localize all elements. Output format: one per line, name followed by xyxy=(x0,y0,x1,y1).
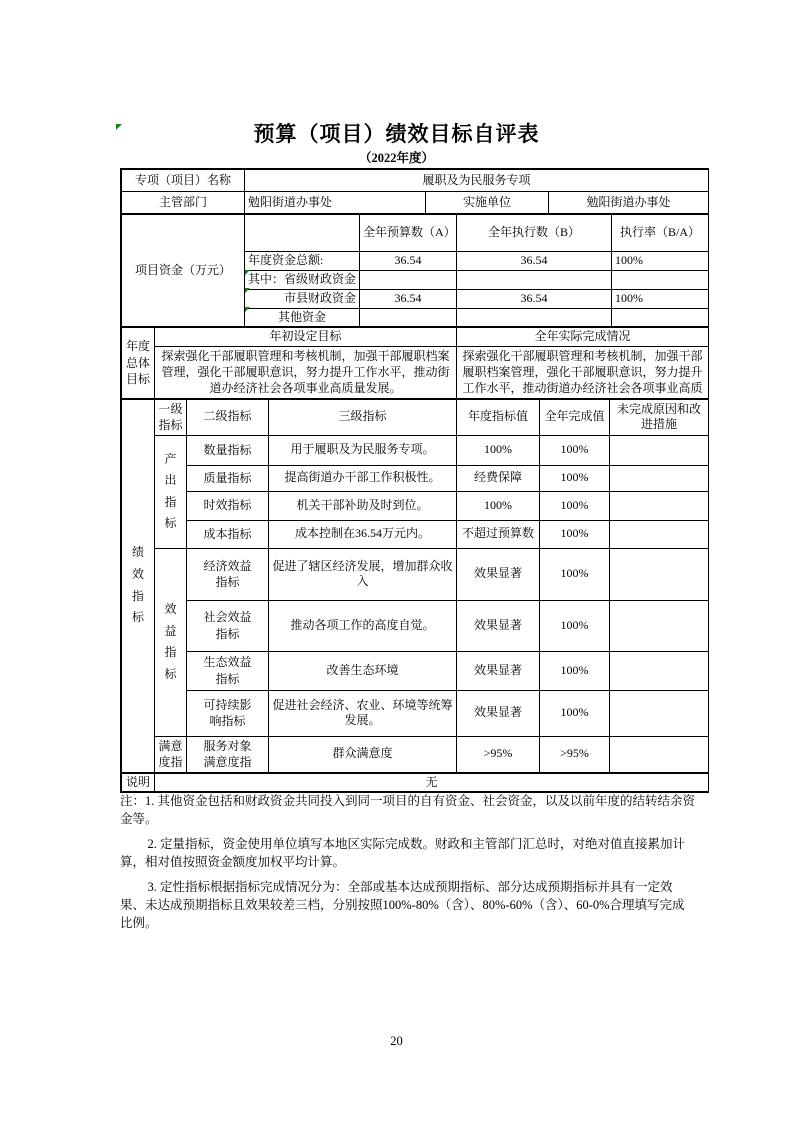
indicator-row xyxy=(122,548,709,600)
level3-cell: 促进了辖区经济发展，增加群众收入 xyxy=(269,548,457,600)
target-cell: >95% xyxy=(457,736,540,772)
funding-rate-value xyxy=(612,308,709,327)
done-cell: >95% xyxy=(540,736,610,772)
funding-rate-value: 100% xyxy=(612,252,709,271)
target-cell: 100% xyxy=(457,435,540,465)
done-cell: 100% xyxy=(540,690,610,736)
done-cell: 100% xyxy=(540,548,610,600)
funding-table xyxy=(121,214,709,327)
indicator-row xyxy=(122,690,709,736)
funding-col-rate: 执行率（B/A） xyxy=(612,215,709,252)
indicator-row xyxy=(122,520,709,548)
reason-cell xyxy=(610,600,709,651)
funding-exec-value xyxy=(457,308,612,327)
reason-cell xyxy=(610,690,709,736)
indicator-row xyxy=(122,736,709,772)
document-subtitle: （2022年度） xyxy=(358,151,434,165)
impl-unit-value: 勉阳街道办事处 xyxy=(549,192,709,214)
level2-cell: 社会效益指标 xyxy=(187,600,269,651)
remark-value: 无 xyxy=(155,773,709,792)
project-name-label: 专项（项目）名称 xyxy=(122,170,245,192)
page-number: 20 xyxy=(390,1034,403,1048)
done-cell: 100% xyxy=(540,491,610,520)
funding-row-label: 年度资金总额: xyxy=(245,252,360,271)
level2-cell: 数量指标 xyxy=(187,435,269,465)
funding-rate-value xyxy=(612,271,709,290)
reason-cell xyxy=(610,465,709,491)
level3-cell: 推动各项工作的高度自觉。 xyxy=(269,600,457,651)
col-unfinished-header: 未完成原因和改进措施 xyxy=(610,399,709,435)
footnotes xyxy=(120,792,696,939)
goal-col-set: 年初设定目标 xyxy=(155,328,457,347)
reason-cell xyxy=(610,435,709,465)
reason-cell xyxy=(610,651,709,690)
funding-row-label: 其中：省级财政资金 xyxy=(245,271,360,290)
level2-cell: 质量指标 xyxy=(187,465,269,491)
level3-cell: 用于履职及为民服务专项。 xyxy=(269,435,457,465)
level3-cell: 群众满意度 xyxy=(269,736,457,772)
table-row xyxy=(122,346,709,398)
indicator-row xyxy=(122,600,709,651)
target-cell: 100% xyxy=(457,491,540,520)
col-done-header: 全年完成值 xyxy=(540,399,610,435)
table-row xyxy=(122,399,709,435)
funding-col-budget: 全年预算数（A） xyxy=(360,215,457,252)
cell-flag-icon xyxy=(245,270,250,275)
funding-row-label: 市县财政资金 xyxy=(245,289,360,308)
funding-row-label: 其他资金 xyxy=(245,308,360,327)
funding-exec-value: 36.54 xyxy=(457,252,612,271)
indicator-section-label-text: 绩效指标 xyxy=(131,545,144,625)
done-cell: 100% xyxy=(540,520,610,548)
annual-goal-section-label-text: 年度总体目标 xyxy=(125,339,150,386)
funding-col-exec: 全年执行数（B） xyxy=(457,215,612,252)
reason-cell xyxy=(610,548,709,600)
table-row xyxy=(122,328,709,347)
target-cell: 效果显著 xyxy=(457,651,540,690)
group-output-label: 产出指标 xyxy=(155,435,187,548)
reason-cell xyxy=(610,520,709,548)
funding-section-label: 项目资金（万元） xyxy=(122,215,245,327)
cell-flag-icon xyxy=(245,288,250,293)
annual-goal-section-label xyxy=(122,328,155,399)
col-level2-header: 二级指标 xyxy=(187,399,269,435)
annual-goal-table xyxy=(121,327,709,399)
level2-cell: 生态效益指标 xyxy=(187,651,269,690)
level3-cell: 机关干部补助及时到位。 xyxy=(269,491,457,520)
indicator-table xyxy=(121,399,709,773)
indicator-row xyxy=(122,435,709,465)
project-info-table xyxy=(121,169,709,214)
level2-cell: 可持续影响指标 xyxy=(187,690,269,736)
level2-cell: 服务对象满意度指 xyxy=(187,736,269,772)
done-cell: 100% xyxy=(540,600,610,651)
indicator-section-label xyxy=(122,399,155,772)
table-row xyxy=(122,215,709,252)
funding-budget-value: 36.54 xyxy=(360,252,457,271)
level2-cell: 经济效益指标 xyxy=(187,548,269,600)
funding-budget-value: 36.54 xyxy=(360,289,457,308)
table-row xyxy=(122,773,709,792)
col-target-header: 年度指标值 xyxy=(457,399,540,435)
target-cell: 经费保障 xyxy=(457,465,540,491)
project-name-value: 履职及为民服务专项 xyxy=(245,170,709,192)
dept-label: 主管部门 xyxy=(122,192,245,214)
target-cell: 效果显著 xyxy=(457,690,540,736)
remark-table xyxy=(121,773,709,793)
target-cell: 效果显著 xyxy=(457,548,540,600)
target-cell: 不超过预算数 xyxy=(457,520,540,548)
level3-cell: 成本控制在36.54万元内。 xyxy=(269,520,457,548)
done-cell: 100% xyxy=(540,651,610,690)
cell-flag-icon xyxy=(245,307,250,312)
goal-actual-text: 探索强化干部履职管理和考核机制，加强干部履职档案管理，强化干部履职意识，努力提升工作水平，推动街道办经济社会各项事业高质 xyxy=(457,346,709,398)
done-cell: 100% xyxy=(540,435,610,465)
level2-cell: 时效指标 xyxy=(187,491,269,520)
table-row xyxy=(122,170,709,192)
group-benefit-label: 效益指标 xyxy=(155,548,187,736)
level3-cell: 提高街道办干部工作积极性。 xyxy=(269,465,457,491)
reason-cell xyxy=(610,736,709,772)
level3-cell: 促进社会经济、农业、环境等统筹发展。 xyxy=(269,690,457,736)
document-title: 预算（项目）绩效目标自评表 xyxy=(253,122,540,146)
impl-unit-label: 实施单位 xyxy=(426,192,549,214)
indicator-row xyxy=(122,651,709,690)
done-cell: 100% xyxy=(540,465,610,491)
level2-cell: 成本指标 xyxy=(187,520,269,548)
funding-exec-value: 36.54 xyxy=(457,289,612,308)
level3-cell: 改善生态环境 xyxy=(269,651,457,690)
funding-budget-value xyxy=(360,308,457,327)
indicator-row xyxy=(122,465,709,491)
goal-set-text: 探索强化干部履职管理和考核机制，加强干部履职档案管理，强化干部履职意识，努力提升工作水平，推动街道办经济社会各项事业高质量发展。 xyxy=(155,346,457,398)
funding-empty-cell xyxy=(245,215,360,252)
dept-value: 勉阳街道办事处 xyxy=(245,192,426,214)
remark-label: 说明 xyxy=(122,773,155,792)
self-evaluation-table xyxy=(120,168,709,793)
funding-budget-value xyxy=(360,271,457,290)
funding-rate-value: 100% xyxy=(612,289,709,308)
table-row xyxy=(122,192,709,214)
footnote-1: 注：1. 其他资金包括和财政资金共同投入到同一项目的自有资金、社会资金，以及以前年度的结转结余资金等。 xyxy=(120,794,696,826)
target-cell: 效果显著 xyxy=(457,600,540,651)
funding-exec-value xyxy=(457,271,612,290)
group-satisfaction-label: 满意度指 xyxy=(155,736,187,772)
col-level3-header: 三级指标 xyxy=(269,399,457,435)
indicator-row xyxy=(122,491,709,520)
footnote-2: 2. 定量指标，资金使用单位填写本地区实际完成数。财政和主管部门汇总时，对绝对值直接累加计算，相对值按照资金额度加权平均计算。 xyxy=(120,837,686,869)
reason-cell xyxy=(610,491,709,520)
footnote-3: 3. 定性指标根据指标完成情况分为：全部或基本达成预期指标、部分达成预期指标并具有一定效果、未达成预期指标且效果较差三档，分别按照100%-80%（含）、80%-60%（含）、60-0%合理填写完成比例。 xyxy=(120,880,685,930)
col-level1-header: 一级指标 xyxy=(155,399,187,435)
goal-col-actual: 全年实际完成情况 xyxy=(457,328,709,347)
